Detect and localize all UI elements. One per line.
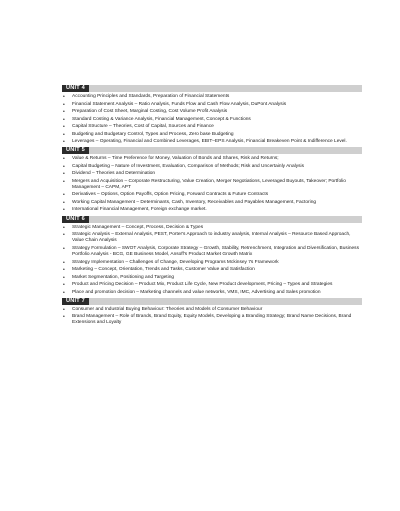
topic-item: • Market Segmentation, Positioning and Targeting (62, 275, 362, 281)
topic-item: • Standard Costing & Variance Analysis, Financial Management, Concept & Functions (62, 117, 362, 123)
topic-item: • Working Capital Management – Determinants, Cash, Inventory, Receivables and Payables Management, Factoring (62, 200, 362, 206)
topic-item: • Value & Returns – Time Preference for Money, Valuation of Bonds and Shares, Risk and Returns; (62, 156, 362, 162)
topic-item: • Leverages – Operating, Financial and Combined Leverages, EBIT–EPS Analysis, Financial Breakeven Point & Indifference Level. (62, 139, 362, 145)
unit-section (62, 216, 362, 296)
unit-header-bar (62, 298, 362, 305)
unit-label: UNIT 6 (62, 216, 89, 223)
topic-list (62, 94, 362, 145)
topic-item: • International Financial Management, Foreign exchange market. (62, 207, 362, 213)
syllabus-content (62, 85, 362, 329)
topic-item: • Product and Pricing Decision – Product Mix, Product Life Cycle, New Product development, Pricing – Types and Strategies (62, 282, 362, 288)
topic-item: • Strategy Implementation – Challenges of Change, Developing Programs Mckinsey 7s Framework (62, 260, 362, 266)
topic-item: • Mergers and Acquisition – Corporate Restructuring, Value Creation, Merger Negotiations, Leveraged Buyouts, Takeover; Portfolio Management – CAPM, APT (62, 179, 362, 191)
topic-item: • Accounting Principles and Standards, Preparation of Financial Statements (62, 94, 362, 100)
topic-item: • Derivatives – Options, Option Payoffs, Option Pricing, Forward Contracts & Future Contracts (62, 192, 362, 198)
unit-header-bar (62, 147, 362, 154)
unit-header-bar (62, 85, 362, 92)
unit-section (62, 85, 362, 145)
topic-item: • Budgeting and Budgetary Control, Types and Process, Zero base Budgeting (62, 132, 362, 138)
topic-item: • Dividend – Theories and Determination (62, 171, 362, 177)
unit-section (62, 298, 362, 327)
unit-label: UNIT 7 (62, 298, 89, 305)
topic-list (62, 156, 362, 213)
topic-list (62, 225, 362, 296)
topic-item: • Preparation of Cost Sheet, Marginal Costing, Cost Volume Profit Analysis (62, 109, 362, 115)
topic-item: • Brand Management – Role of Brands, Brand Equity, Equity Models, Developing a Branding Strategy; Brand Name Decisions, Brand Extensions and Loyalty (62, 314, 362, 326)
unit-header-bar (62, 216, 362, 223)
topic-list (62, 307, 362, 327)
topic-item: • Capital Budgeting – Nature of Investment, Evaluation, Comparison of Methods; Risk and Uncertainly Analysis (62, 164, 362, 170)
topic-item: • Strategy Formulation – SWOT Analysis, Corporate Strategy – Growth, Stability, Retrenchment, Integration and Diversification, Business Portfolio Analysis - BCG, GE Business Model, Ansoff's Product Market Growth Matrix (62, 246, 362, 258)
topic-item: • Marketing – Concept, Orientation, Trends and Tasks, Customer Value and Satisfaction (62, 267, 362, 273)
unit-label: UNIT 5 (62, 147, 89, 154)
topic-item: • Consumer and Industrial Buying Behaviour: Theories and Models of Consumer Behaviour (62, 307, 362, 313)
unit-label: UNIT 4 (62, 85, 89, 92)
topic-item: • Financial Statement Analysis – Ratio Analysis, Funds Flow and Cash Flow Analysis, DuPont Analysis (62, 102, 362, 108)
topic-item: • Strategic Management – Concept, Process, Decision & Types (62, 225, 362, 231)
unit-section (62, 147, 362, 213)
topic-item: • Place and promotion decision – Marketing channels and value networks, VMS, IMC, Advertising and Sales promotion (62, 290, 362, 296)
topic-item: • Capital Structure – Theories, Cost of Capital, Sources and Finance (62, 124, 362, 130)
topic-item: • Strategic Analysis – External Analysis, PEST, Porter's Approach to industry analysis, Internal Analysis – Resource Based Approach, Value Chain Analysis (62, 232, 362, 244)
